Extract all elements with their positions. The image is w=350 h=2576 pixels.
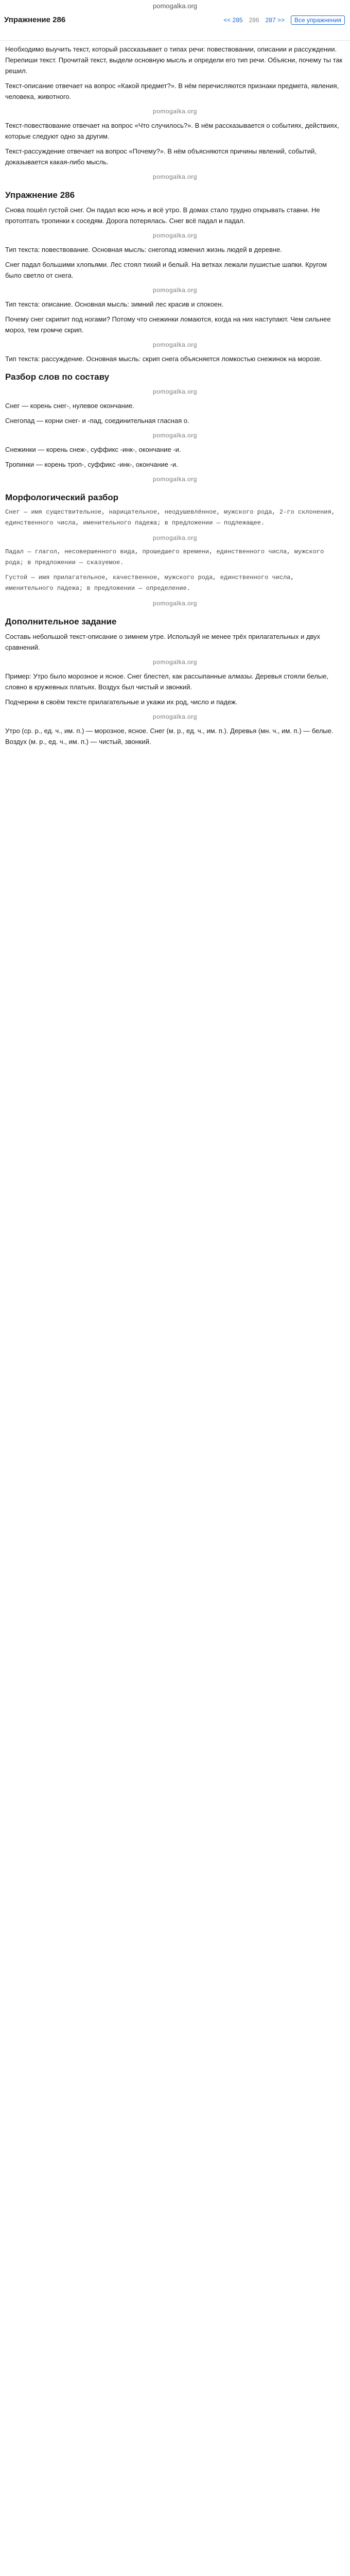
text-paragraph: Текст-описание отвечает на вопрос «Какой предмет?». В нём перечисляются признаки предмета, явления, человека, животного. <box>5 82 339 100</box>
watermark: pomogalka.org <box>153 658 197 666</box>
current-exercise: 286 <box>249 16 259 24</box>
section-title: Морфологический разбор <box>5 493 119 502</box>
watermark: pomogalka.org <box>153 476 197 483</box>
text-paragraph: Тип текста: описание. Основная мысль: зимний лес красив и спокоен. <box>5 300 223 308</box>
section-title: Упражнение 286 <box>5 190 75 200</box>
text-paragraph: Снег — корень снег-, нулевое окончание. <box>5 402 134 410</box>
text-paragraph: Тип текста: повествование. Основная мысль: снегопад изменил жизнь людей в деревне. <box>5 246 282 253</box>
text-paragraph: Пример: Утро было морозное и ясное. Снег блестел, как рассыпанные алмазы. Деревья стояли белые, словно в кружевных платьях. Воздух был чистый и звонкий. <box>5 672 329 691</box>
watermark: pomogalka.org <box>153 341 197 348</box>
all-exercises-button[interactable]: Все упражнения <box>291 15 345 25</box>
watermark: pomogalka.org <box>153 432 197 439</box>
watermark: pomogalka.org <box>153 388 197 395</box>
next-button[interactable]: 287 >> <box>265 16 285 24</box>
section-title: Разбор слов по составу <box>5 372 110 382</box>
text-paragraph: Подчеркни в своём тексте прилагательные и укажи их род, число и падеж. <box>5 698 238 706</box>
watermark: pomogalka.org <box>153 173 197 180</box>
exercise-nav <box>223 15 345 25</box>
text-paragraph: Снегопад — корни снег- и -пад, соединительная гласная о. <box>5 417 189 425</box>
text-paragraph: Почему снег скрипит под ногами? Потому что снежинки ломаются, когда на них наступают. Чем сильнее мороз, тем громче скрип. <box>5 315 331 334</box>
text-paragraph: Текст-повествование отвечает на вопрос «Что случилось?». В нём рассказывается о событиях, действиях, которые следуют одно за другим. <box>5 122 339 140</box>
watermark: pomogalka.org <box>153 713 197 720</box>
exercise-content <box>0 41 350 747</box>
watermark: pomogalka.org <box>153 286 197 294</box>
text-paragraph: Снежинки — корень снеж-, суффикс -инк-, окончание -и. <box>5 446 181 453</box>
watermark: pomogalka.org <box>153 534 197 541</box>
page-title: Упражнение 286 <box>4 15 66 24</box>
site-name[interactable]: pomogalka.org <box>153 2 197 10</box>
text-paragraph: Утро (ср. р., ед. ч., им. п.) — морозное, ясное. Снег (м. р., ед. ч., им. п.). Деревья (мн. ч., им. п.) — белые. Воздух (м. р., ед. ч., им. п.) — чистый, звонкий. <box>5 727 334 745</box>
morph-paragraph: Снег — имя существительное, нарицательное, неодушевлённое, мужского рода, 2-го склонения, единственного числа, именительного падежа; в предложении — подлежащее. <box>5 509 335 527</box>
morph-paragraph: Падал — глагол, несовершенного вида, прошедшего времени, единственного числа, мужского рода; в предложении — сказуемое. <box>5 548 324 566</box>
text-paragraph: Снег падал большими хлопьями. Лес стоял тихий и белый. На ветках лежали пушистые шапки. Кругом было светло от снега. <box>5 261 327 279</box>
text-paragraph: Тип текста: рассуждение. Основная мысль: скрип снега объясняется ломкостью снежинок на морозе. <box>5 355 322 363</box>
text-paragraph: Тропинки — корень троп-, суффикс -инк-, окончание -и. <box>5 461 178 468</box>
morph-paragraph: Густой — имя прилагательное, качественное, мужского рода, единственного числа, именительного падежа; в предложении — определение. <box>5 574 294 592</box>
watermark: pomogalka.org <box>153 600 197 607</box>
prev-button[interactable]: << 285 <box>223 16 243 24</box>
text-paragraph: Необходимо выучить текст, который рассказывает о типах речи: повествовании, описании и рассуждении. Перепиши текст. Прочитай текст, выдели основную мысль и определи его тип речи. Объясни, почему ты так решил. <box>5 45 343 75</box>
text-paragraph: Снова пошёл густой снег. Он падал всю ночь и всё утро. В домах стало трудно открывать ставни. Не протоптать тропинки к соседям. Дорога потерялась. Снег всё падал и падал. <box>5 206 320 225</box>
text-paragraph: Составь небольшой текст-описание о зимнем утре. Используй не менее трёх прилагательных и двух сравнений. <box>5 633 321 651</box>
watermark: pomogalka.org <box>153 108 197 115</box>
watermark: pomogalka.org <box>153 232 197 239</box>
text-paragraph: Текст-рассуждение отвечает на вопрос «Почему?». В нём объясняются причины явлений, событий, доказывается какая-либо мысль. <box>5 147 317 166</box>
header-bar <box>0 0 350 41</box>
section-title: Дополнительное задание <box>5 617 117 626</box>
